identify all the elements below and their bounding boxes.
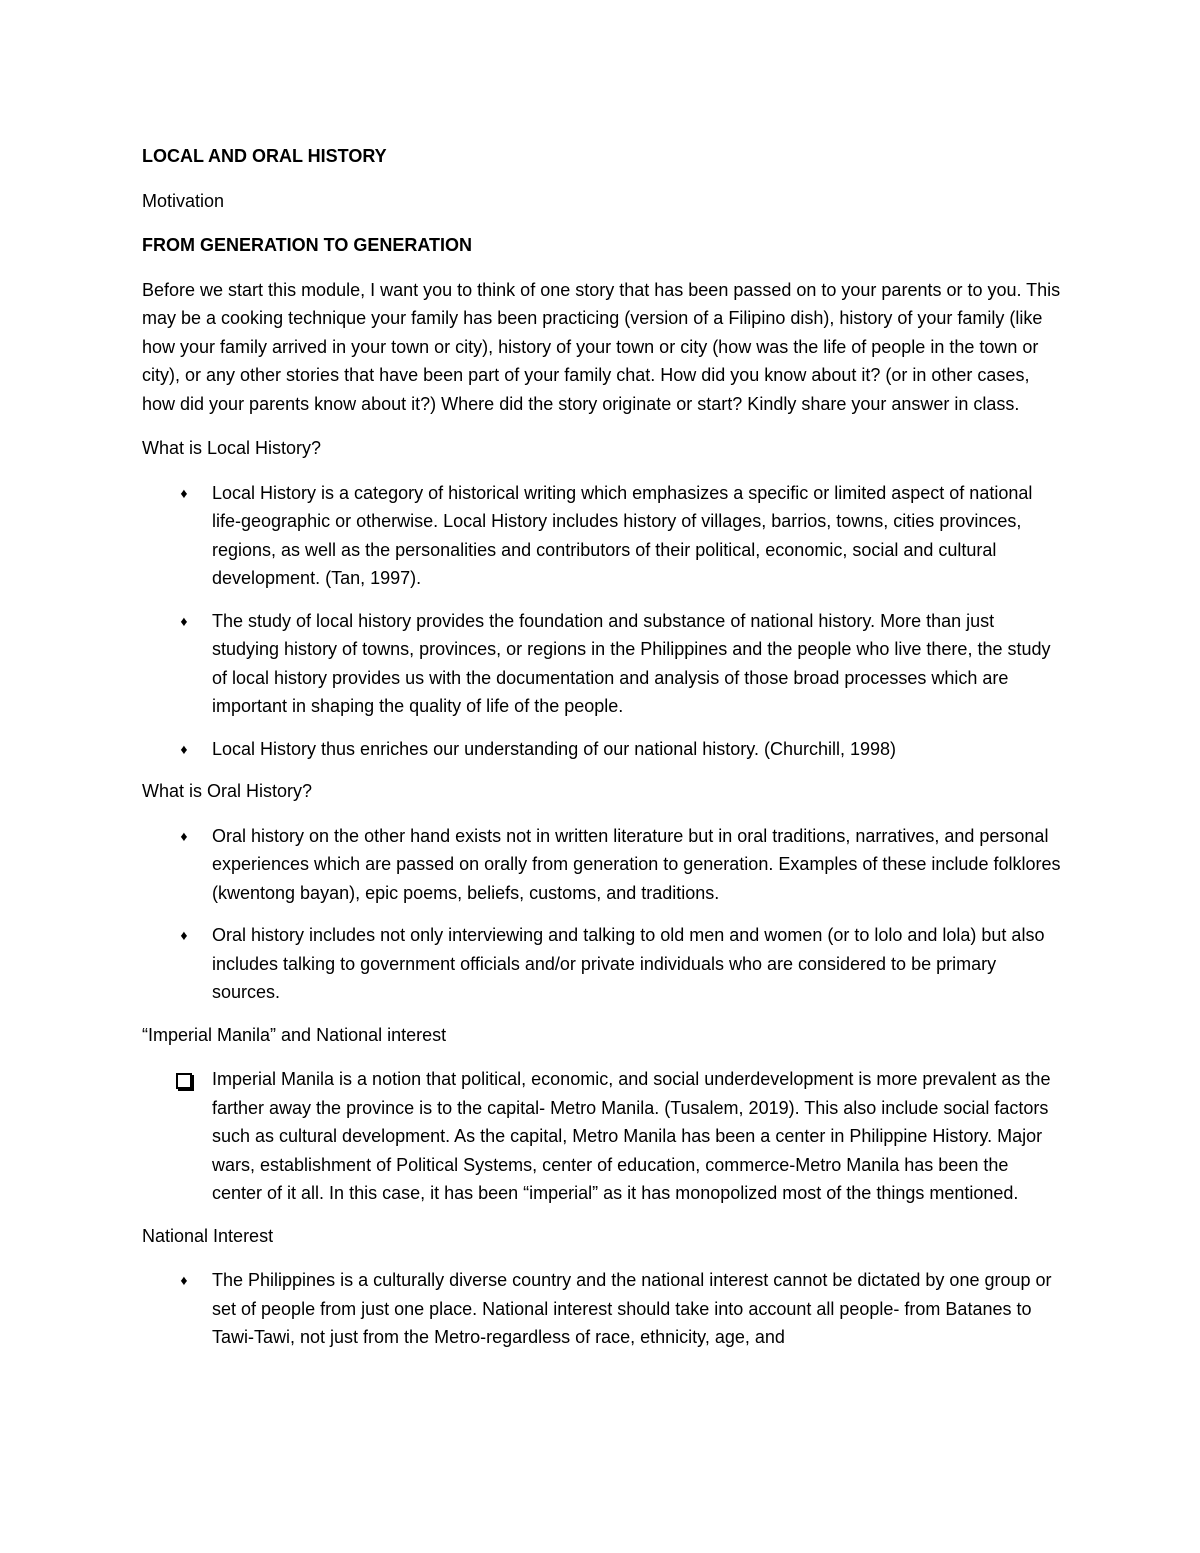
document-content <box>142 142 1062 1366</box>
bullet-icon: ♦ <box>180 1272 188 1288</box>
list-item <box>142 735 1062 764</box>
imperial-manila-list <box>142 1065 1062 1208</box>
list-item-text: Oral history includes not only interviewing and talking to old men and women (or to lolo and lola) but also includes talking to government officials and/or private individuals who are considered to be primary sources. <box>212 925 1045 1002</box>
section-subtitle: FROM GENERATION TO GENERATION <box>142 235 473 255</box>
motivation-label: Motivation <box>142 190 225 211</box>
list-item <box>142 479 1062 593</box>
checkbox-bullet-icon <box>176 1073 192 1089</box>
list-item <box>142 822 1062 908</box>
bullet-icon: ♦ <box>180 484 188 501</box>
list-item <box>142 607 1062 721</box>
list-item-text: Imperial Manila is a notion that political, economic, and social underdevelopment is more prevalent as the farther away the province is to the capital- Metro Manila. (Tusalem, 2019). This also include social factors such as cultural development. As the capital, Metro Manila has been a center in Philippine History. Major wars, establishment of Political Systems, center of education, commerce-Metro Manila has been the center of it all. In this case, it has been “imperial” as it has monopolized most of the things mentioned. <box>212 1069 1051 1203</box>
bullet-icon: ♦ <box>180 612 188 629</box>
bullet-icon: ♦ <box>180 740 188 757</box>
list-item-text: The study of local history provides the foundation and substance of national history. More than just studying history of towns, provinces, or regions in the Philippines and the people who live there, the study of local history provides us with the documentation and analysis of those broad processes which are important in shaping the quality of life of the people. <box>212 610 1051 716</box>
list-item-text: The Philippines is a culturally diverse country and the national interest cannot be dictated by one group or set of people from just one place. National interest should take into account all people- from Batanes to Tawi-Tawi, not just from the Metro-regardless of race, ethnicity, age, and <box>212 1270 1052 1347</box>
intro-paragraph: Before we start this module, I want you to think of one story that has been passed on to your parents or to you. This may be a cooking technique your family has been practicing (version of a Filipino dish), history of your family (like how your family arrived in your town or city), history of your town or city (how was the life of people in the town or city), or any other stories that have been part of your family chat. How did you know about it? (or in other cases, how did your parents know about it?) Where did the story originate or start? Kindly share your answer in class. <box>142 279 1061 414</box>
document-title: LOCAL AND ORAL HISTORY <box>142 146 387 166</box>
list-item <box>142 921 1062 1007</box>
list-item-text: Oral history on the other hand exists not in written literature but in oral traditions, narratives, and personal experiences which are passed on orally from generation to generation. Examples of these include folklores (kwentong bayan), epic poems, beliefs, customs, and traditions. <box>212 825 1061 903</box>
bullet-icon: ♦ <box>180 827 188 844</box>
local-history-heading: What is Local History? <box>142 438 322 458</box>
list-item <box>142 1266 1062 1352</box>
imperial-manila-heading: “Imperial Manila” and National interest <box>142 1024 447 1045</box>
bullet-icon: ♦ <box>180 927 188 943</box>
list-item <box>142 1065 1062 1208</box>
list-item-text: Local History thus enriches our understanding of our national history. (Churchill, 1998) <box>212 738 897 759</box>
oral-history-heading: What is Oral History? <box>142 781 313 801</box>
national-interest-list <box>142 1266 1062 1352</box>
list-item-text: Local History is a category of historical writing which emphasizes a specific or limited aspect of national life-geographic or otherwise. Local History includes history of villages, barrios, towns, cities provinces, regions, as well as the personalities and contributors of their political, economic, social and cultural development. (Tan, 1997). <box>212 482 1033 588</box>
national-interest-heading: National Interest <box>142 1225 274 1246</box>
oral-history-list <box>142 822 1062 1007</box>
local-history-list <box>142 479 1062 764</box>
